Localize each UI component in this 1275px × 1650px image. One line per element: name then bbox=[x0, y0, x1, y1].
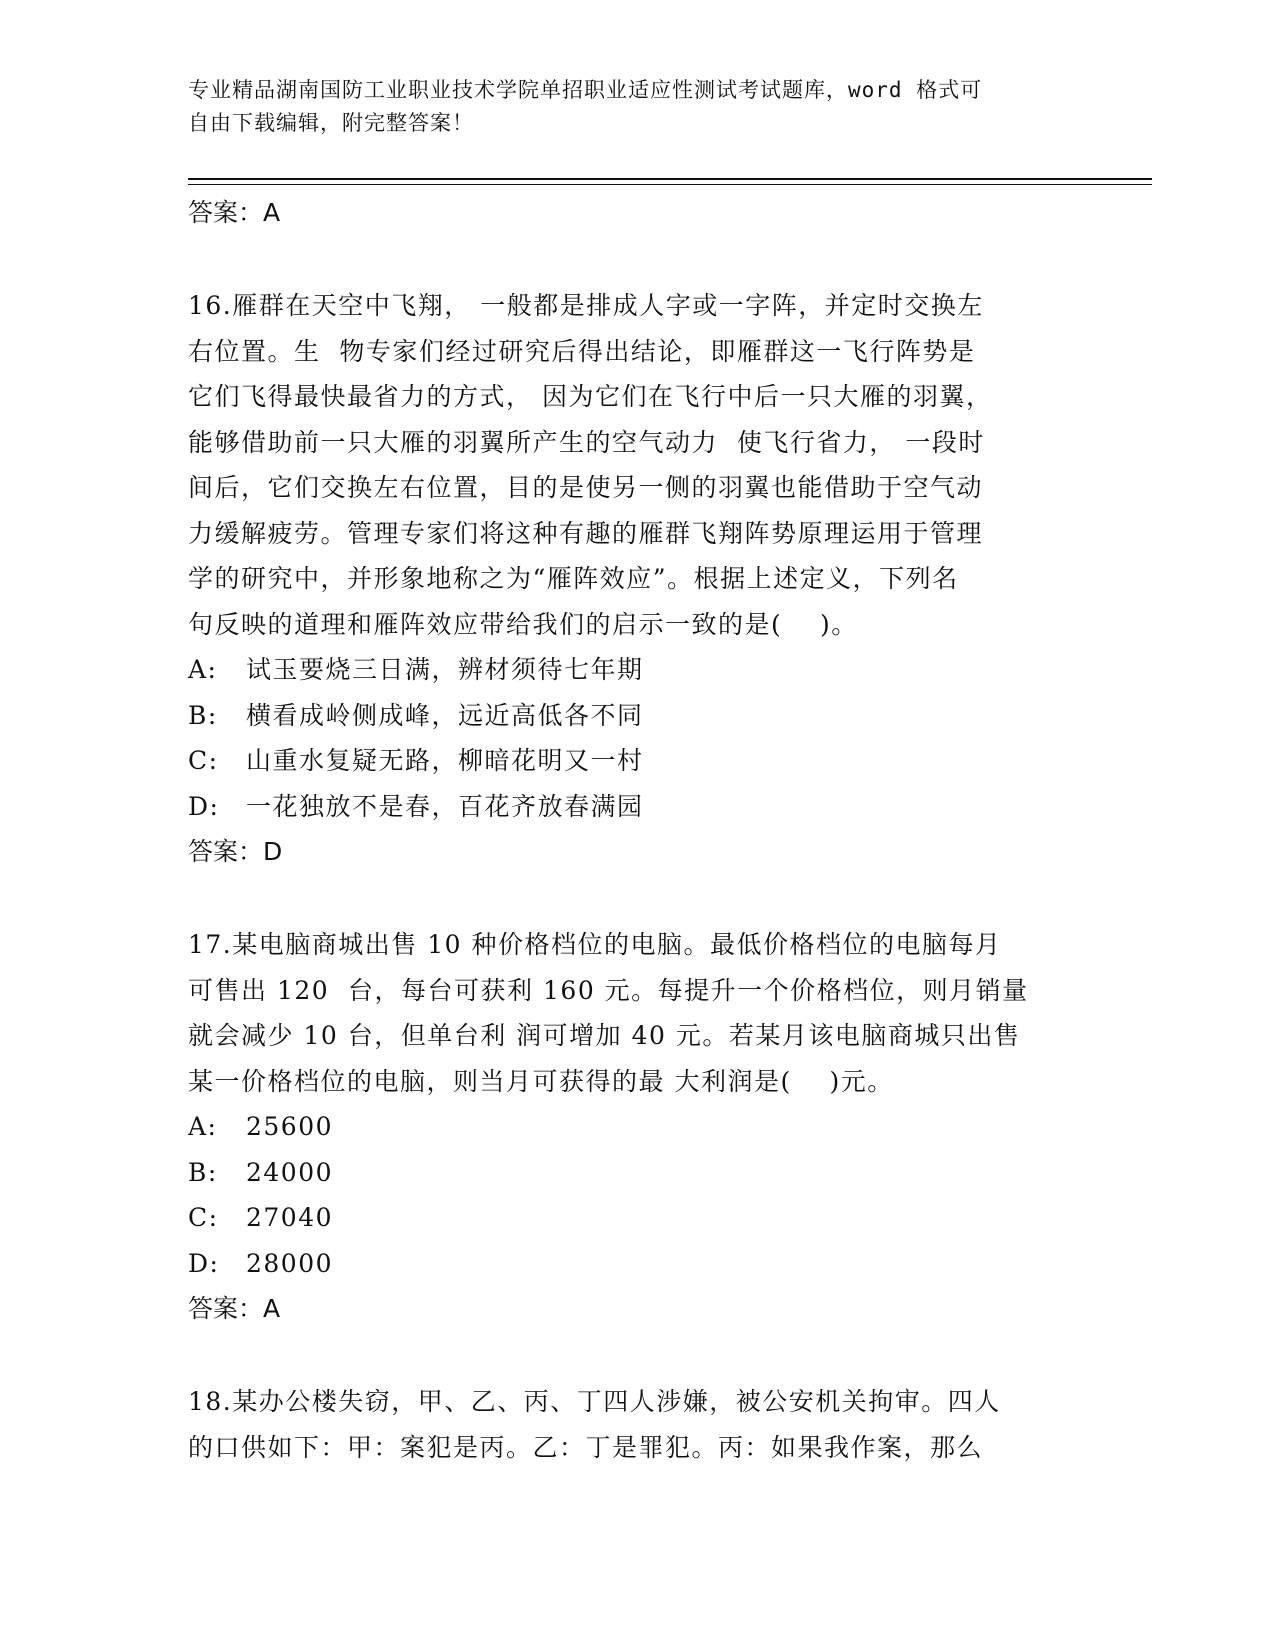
question-line: 力缓解疲劳。管理专家们将这种有趣的雁群飞翔阵势原理运用于管理 bbox=[188, 518, 984, 548]
document-body bbox=[188, 190, 1078, 1470]
header-rule-thick bbox=[188, 178, 1152, 180]
question-line: 间后，它们交换左右位置，目的是使另一侧的羽翼也能借助于空气动 bbox=[188, 473, 984, 502]
question-line: 的口供如下：甲：案犯是丙。乙：丁是罪犯。丙：如果我作案，那么 bbox=[188, 1432, 984, 1462]
option-text: 25600 bbox=[246, 1112, 334, 1141]
option-c bbox=[188, 738, 1078, 784]
option-key: D: bbox=[188, 791, 220, 821]
question-line: 18.某办公楼失窃，甲、乙、丙、丁四人涉嫌，被公安机关拘审。四人 bbox=[188, 1387, 1001, 1416]
option-key: D: bbox=[188, 1248, 220, 1278]
question-line: 学的研究中，并形象地称之为“雁阵效应”。根据上述定义，下列名 bbox=[188, 564, 959, 593]
header-line-2: 自由下载编辑，附完整答案！ bbox=[188, 111, 474, 135]
option-c bbox=[188, 1195, 1078, 1241]
option-key: B: bbox=[188, 1157, 218, 1187]
answer-line: 答案：D bbox=[188, 837, 283, 866]
option-d bbox=[188, 1241, 1078, 1287]
option-list bbox=[188, 1104, 1078, 1286]
option-text: 横看成岭侧成峰，远近高低各不同 bbox=[246, 700, 644, 730]
question-17 bbox=[188, 922, 1078, 1332]
option-text: 山重水复疑无路，柳暗花明又一村 bbox=[246, 746, 644, 775]
question-line: 它们飞得最快最省力的方式， 因为它们在飞行中后一只大雁的羽翼， bbox=[188, 382, 993, 411]
question-line: 17.某电脑商城出售 10 种价格档位的电脑。最低价格档位的电脑每月 bbox=[188, 930, 1002, 959]
option-a bbox=[188, 1104, 1078, 1150]
question-line: 某一价格档位的电脑，则当月可获得的最 大利润是( )元。 bbox=[188, 1066, 894, 1096]
spacer bbox=[188, 875, 1078, 922]
option-key: B: bbox=[188, 700, 218, 730]
header-line-1: 专业精品湖南国防工业职业技术学院单招职业适应性测试考试题库，word 格式可 bbox=[188, 78, 983, 102]
question-line: 就会减少 10 台，但单台利 润可增加 40 元。若某月该电脑商城只出售 bbox=[188, 1021, 1021, 1050]
question-line: 右位置。生 物专家们经过研究后得出结论，即雁群这一飞行阵势是 bbox=[188, 336, 976, 366]
header-rule-thin bbox=[188, 184, 1152, 185]
option-b bbox=[188, 693, 1078, 739]
option-key: C: bbox=[188, 746, 219, 775]
option-key: C: bbox=[188, 1203, 219, 1232]
question-16 bbox=[188, 283, 1078, 875]
option-list bbox=[188, 647, 1078, 829]
answer-line: 答案：A bbox=[188, 198, 281, 227]
question-18 bbox=[188, 1379, 1078, 1470]
document-header bbox=[188, 74, 1068, 140]
question-line: 16.雁群在天空中飞翔， 一般都是排成人字或一字阵，并定时交换左 bbox=[188, 291, 984, 320]
option-text: 试玉要烧三日满，辨材须待七年期 bbox=[246, 655, 644, 684]
option-key: A: bbox=[188, 655, 218, 684]
option-key: A: bbox=[188, 1112, 218, 1141]
spacer bbox=[188, 236, 1078, 283]
question-line: 可售出 120 台，每台可获利 160 元。每提升一个价格档位，则月销量 bbox=[188, 975, 1029, 1005]
option-d bbox=[188, 784, 1078, 830]
option-text: 一花独放不是春，百花齐放春满园 bbox=[246, 791, 644, 821]
option-a bbox=[188, 647, 1078, 693]
question-line: 句反映的道理和雁阵效应带给我们的启示一致的是( )。 bbox=[188, 609, 858, 639]
question-line: 能够借助前一只大雁的羽翼所产生的空气动力 使飞行省力， 一段时 bbox=[188, 427, 985, 457]
option-b bbox=[188, 1150, 1078, 1196]
answer-line: 答案：A bbox=[188, 1294, 281, 1323]
option-text: 28000 bbox=[246, 1248, 334, 1278]
option-text: 24000 bbox=[246, 1157, 334, 1187]
option-text: 27040 bbox=[246, 1203, 334, 1232]
spacer bbox=[188, 1332, 1078, 1379]
